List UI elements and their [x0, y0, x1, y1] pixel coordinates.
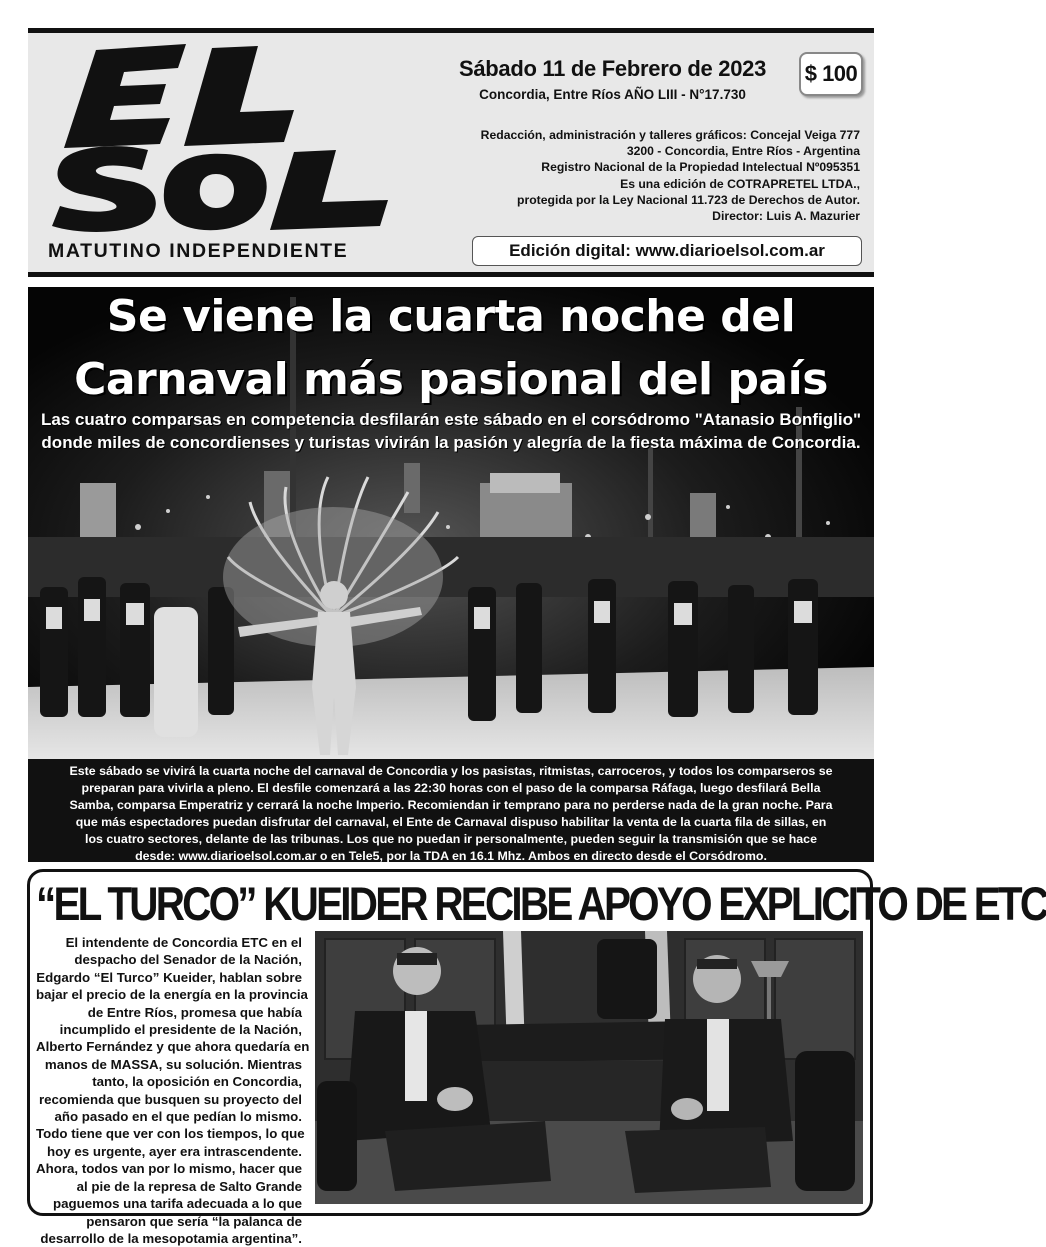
body-line: año pasado en el que pedían lo mismo. [54, 1109, 302, 1125]
caption-line: desde: www.diarioelsol.com.ar o en Tele5, por la TDA en 16.1 Mhz. Ambos en directo desde el Corsódromo. [135, 849, 767, 863]
el-sol-logo [44, 42, 396, 234]
credit-line: protegida por la Ley Nacional 11.723 de Derechos de Autor. [517, 192, 860, 207]
caption-line: los cuatro sectores, delante de las tribunas. Los que no puedan ir personalmente, pueden seguir la transmisión que se hace [85, 832, 817, 846]
body-line: Alberto Fernández y que ahora quedaría en [36, 1039, 310, 1055]
body-line: despacho del Senador de la Nación, [74, 952, 302, 968]
body-line: de Entre Ríos, promesa que había [87, 1004, 302, 1020]
publisher-credits [430, 127, 860, 224]
masthead-tagline: MATUTINO INDEPENDIENTE [48, 240, 349, 262]
body-line: Edgardo “El Turco” Kueider, hablan sobre [36, 969, 302, 985]
issue-date: Sábado 11 de Febrero de 2023 [458, 56, 767, 81]
lead-caption [28, 759, 874, 862]
body-line: paguemos una tarifa adecuada a lo que [52, 1196, 302, 1212]
caption-line: Samba, comparsa Emperatriz y cerrará la noche Imperio. Recomiendan ir temprano para no perderse nada de la gran noche. Para [69, 798, 833, 812]
subheadline-line: Las cuatro comparsas en competencia desfilarán este sábado en el corsódromo "Atanasio Bonfiglio" [40, 410, 862, 429]
credit-line: Director: Luis A. Mazurier [712, 209, 860, 224]
credit-line: Es una edición de COTRAPRETEL LTDA., [620, 176, 860, 191]
credit-line: Registro Nacional de la Propiedad Intelectual Nº095351 [541, 160, 860, 175]
body-line: Ahora, todos van por lo mismo, hacer que [36, 1161, 302, 1177]
body-line: manos de MASSA, su solución. Mientras [44, 1056, 302, 1072]
caption-line: que más espectadores puedan disfrutar del carnaval, el Ente de Carnaval dispuso habilitar la venta de la cuarta fila de sillas, en [75, 815, 827, 829]
issue-location: Concordia, Entre Ríos AÑO LIII - N°17.730 [479, 87, 746, 102]
second-story-headline: “EL TURCO” KUEIDER RECIBE APOYO EXPLICITO DE ETC [36, 877, 1046, 930]
credit-line: 3200 - Concordia, Entre Ríos - Argentina [626, 144, 860, 159]
digital-edition-link[interactable]: Edición digital: www.diarioelsol.com.ar [472, 236, 862, 266]
body-line: recomienda que busquen su proyecto del [38, 1091, 302, 1107]
office-meeting-photo [315, 931, 863, 1204]
body-line: al pie de la represa de Salto Grande [76, 1178, 302, 1194]
body-line: hoy es urgente, ayer era intrascendente. [47, 1143, 302, 1159]
body-line: Todo tiene que ver con los tiempos, lo que [36, 1126, 305, 1142]
lead-headline-line1: Se viene la cuarta noche del [106, 291, 796, 342]
lead-headline-line2: Carnaval más pasional del país [74, 354, 828, 405]
subheadline-line: donde miles de concordienses y turistas vivirán la pasión y alegría de la fiesta máxima de Concordia. [41, 433, 861, 452]
carnival-photo [28, 287, 874, 759]
body-line: tanto, la oposición en Concordia, [92, 1074, 302, 1090]
second-story-body [36, 934, 310, 1247]
caption-line: preparan para vivirla a pleno. El desfile comenzará a las 22:30 horas con el paso de la comparsa Ráfaga, luego desfilará Bella [81, 781, 821, 795]
caption-line: Este sábado se vivirá la cuarta noche del carnaval de Concordia y los pasistas, ritmistas, carroceros, y todos los comparseros se [69, 764, 833, 778]
body-line: incumplido el presidente de la Nación, [59, 1022, 302, 1038]
lead-subheadline [28, 408, 874, 454]
body-line: desarrollo de la mesopotamia argentina”. [40, 1230, 302, 1246]
body-line: bajar el precio de la energía en la provincia [36, 987, 308, 1003]
body-line: El intendente de Concordia ETC en el [65, 935, 302, 950]
price-badge: $ 100 [799, 52, 863, 96]
credit-line: Redacción, administración y talleres gráficos: Concejal Veiga 777 [480, 128, 860, 142]
body-line: pensaron que sería “la palanca de [86, 1213, 302, 1229]
masthead-bottom-rule [28, 272, 874, 277]
